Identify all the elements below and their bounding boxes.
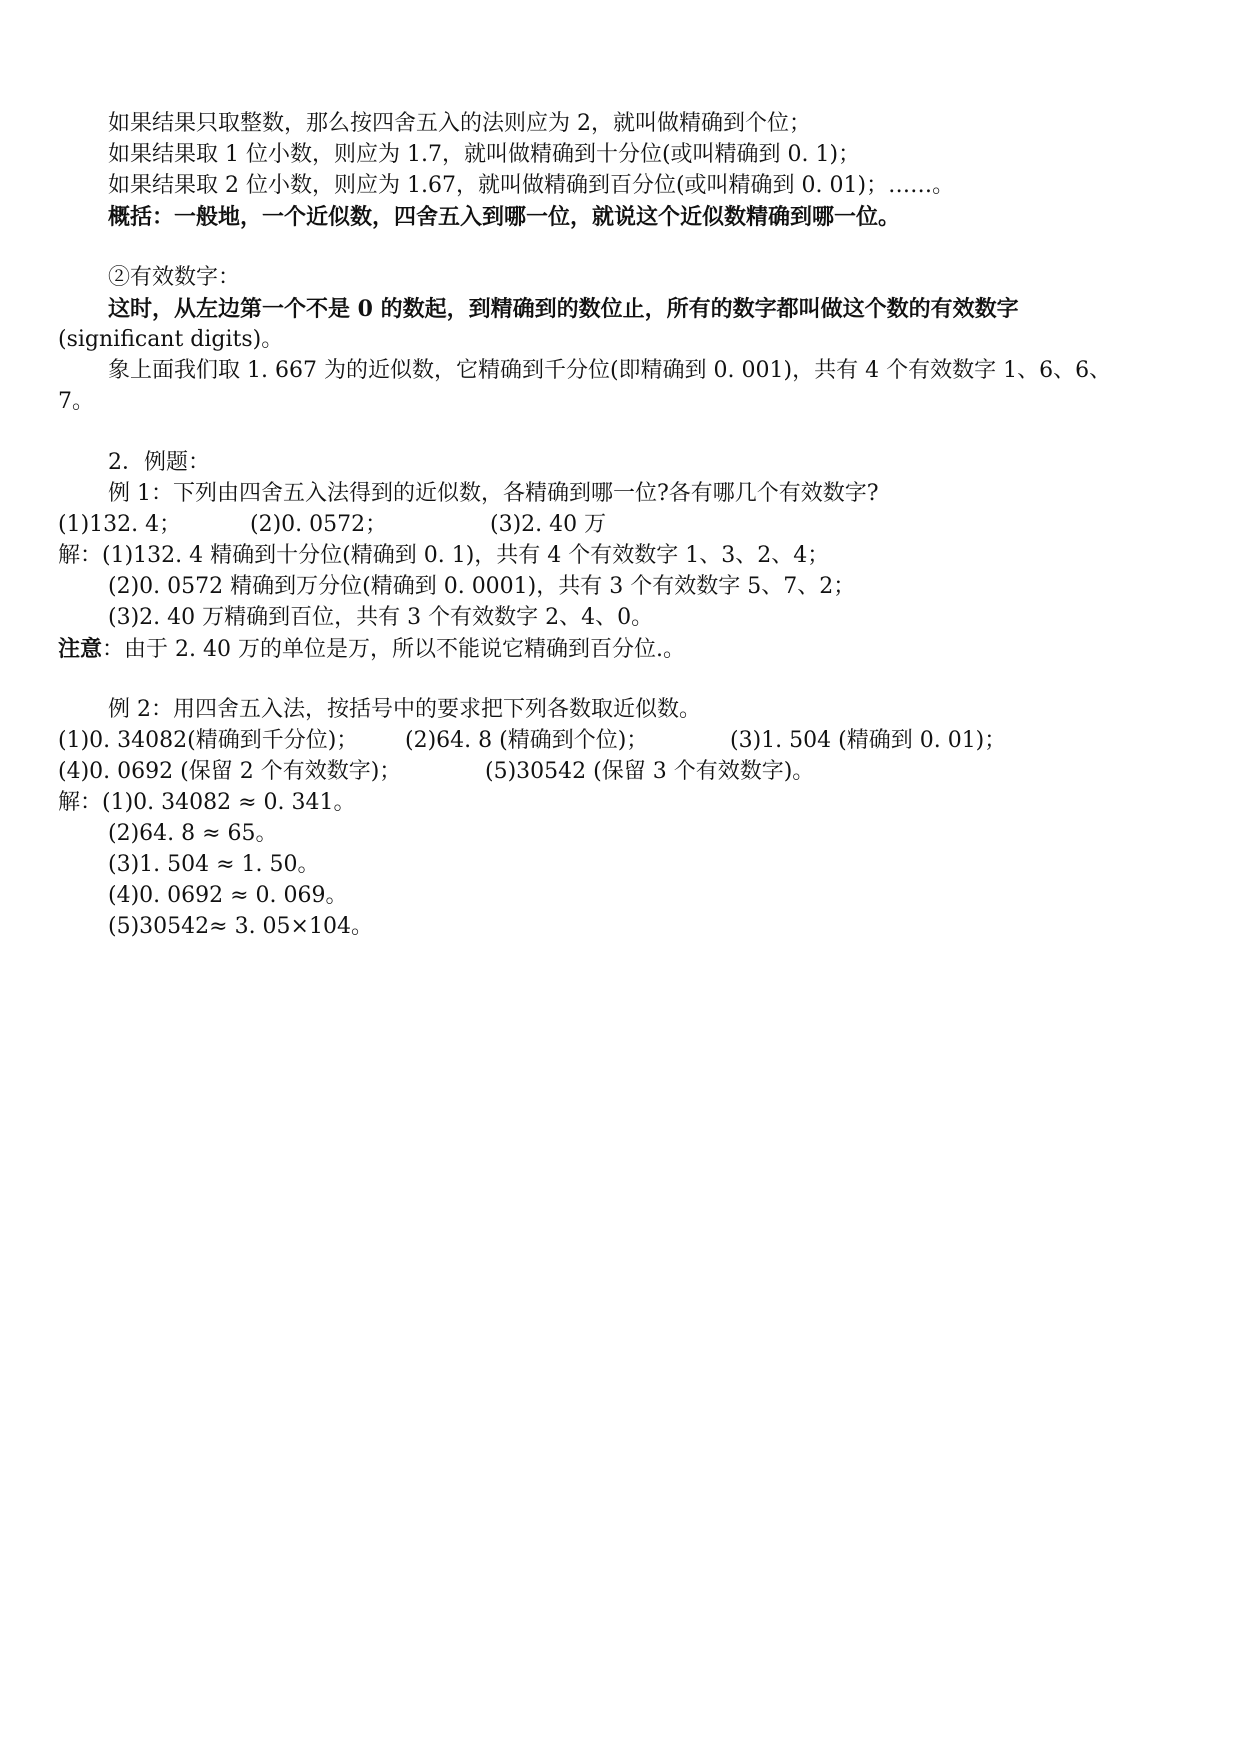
- precision-line-2: 如果结果取 1 位小数，则应为 1.7，就叫做精确到十分位(或叫精确到 0. 1)；: [108, 142, 861, 167]
- example2-item-3: (3)1. 504 (精确到 0. 01)；: [730, 728, 1007, 753]
- example1-item-3: (3)2. 40 万: [490, 512, 607, 537]
- significant-digits-example-1: 象上面我们取 1. 667 为的近似数，它精确到千分位(即精确到 0. 001)，共有 4 个有效数字 1、6、6、: [108, 358, 1112, 383]
- example2-question: 例 2：用四舍五入法，按括号中的要求把下列各数取近似数。: [108, 697, 701, 722]
- example2-answer-3: (3)1. 504 ≈ 1. 50。: [108, 852, 320, 877]
- example2-answer-2: (2)64. 8 ≈ 65。: [108, 821, 278, 846]
- example2-item-1: (1)0. 34082(精确到千分位)；: [58, 728, 359, 753]
- example1-item-2: (2)0. 0572；: [250, 512, 388, 537]
- examples-heading: 2．例题：: [108, 450, 210, 475]
- example1-answer-2: (2)0. 0572 精确到万分位(精确到 0. 0001)，共有 3 个有效数字 5、7、2；: [108, 574, 856, 599]
- significant-digits-definition-1: 这时，从左边第一个不是 0 的数起，到精确到的数位止，所有的数字都叫做这个数的有效数字: [108, 296, 1019, 322]
- example1-question: 例 1：下列由四舍五入法得到的近似数，各精确到哪一位?各有哪几个有效数字?: [108, 481, 879, 506]
- example2-answer-4: (4)0. 0692 ≈ 0. 069。: [108, 883, 348, 908]
- example2-item-4: (4)0. 0692 (保留 2 个有效数字)；: [58, 759, 402, 784]
- precision-summary: 概括：一般地，一个近似数，四舍五入到哪一位，就说这个近似数精确到哪一位。: [108, 204, 901, 230]
- example1-item-1: (1)132. 4；: [58, 512, 182, 537]
- example2-item-2: (2)64. 8 (精确到个位)；: [405, 728, 649, 753]
- note-label: 注意: [58, 636, 103, 662]
- significant-digits-heading: ②有效数字：: [108, 265, 241, 290]
- example1-answer-3: (3)2. 40 万精确到百位，共有 3 个有效数字 2、4、0。: [108, 605, 654, 630]
- precision-line-1: 如果结果只取整数，那么按四舍五入的法则应为 2，就叫做精确到个位；: [108, 111, 811, 136]
- example2-answer-1: 解：(1)0. 34082 ≈ 0. 341。: [58, 790, 356, 815]
- significant-digits-definition-2: (significant digits)。: [58, 327, 284, 352]
- example1-note: [58, 634, 685, 665]
- significant-digits-example-2: 7。: [58, 389, 94, 414]
- note-text: ：由于 2. 40 万的单位是万，所以不能说它精确到百分位.。: [102, 637, 685, 662]
- example1-answer-1: 解：(1)132. 4 精确到十分位(精确到 0. 1)，共有 4 个有效数字 1、3、2、4；: [58, 543, 830, 568]
- example2-item-5: (5)30542 (保留 3 个有效数字)。: [485, 759, 815, 784]
- precision-line-3: 如果结果取 2 位小数，则应为 1.67，就叫做精确到百分位(或叫精确到 0. 01)；……。: [108, 173, 955, 198]
- example2-answer-5: (5)30542≈ 3. 05×104。: [108, 914, 373, 939]
